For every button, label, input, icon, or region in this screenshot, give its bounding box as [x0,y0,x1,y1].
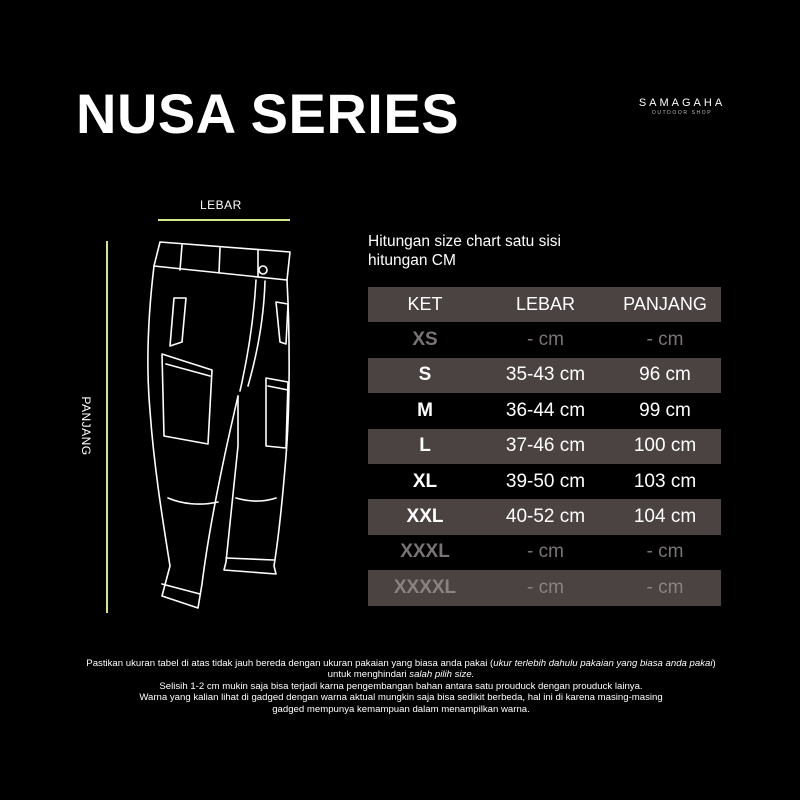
page-title: NUSA SERIES [76,82,460,145]
table-cell-lebar: 40-52 cm [505,506,586,528]
table-cell-panjang: 100 cm [633,435,697,457]
table-cell-lebar: 39-50 cm [505,470,586,492]
table-cell-size: S [418,364,432,386]
table-row-s [368,358,721,393]
table-cell-panjang: 104 cm [633,506,697,528]
table-cell-panjang: 103 cm [633,470,697,492]
footer-paragraph-2: Selisih 1-2 cm mukin saja bisa terjadi karna pengembangan bahan antara satu prouduck dengan prouduck lainya. [159,680,643,692]
table-cell-lebar: - cm [527,576,564,598]
footer-text: Pastikan ukuran tabel di atas tidak jauh bereda dengan ukuran pakaian yang biasa anda pakai ( [86,658,494,669]
table-cell-size: M [417,399,433,421]
table-row-m [368,393,721,428]
table-header-lebar: LEBAR [515,294,576,315]
table-header-row [368,287,721,322]
table-cell-panjang: - cm [646,576,684,598]
footer-paragraph-1 [76,658,726,681]
table-cell-lebar: 36-44 cm [505,399,586,421]
table-cell-size: XS [412,329,438,351]
footer-notes [76,658,726,715]
brand-logo [634,97,730,116]
footer-paragraph-4: gadged mempunya kemampuan dalam menampilkan warna. [272,703,530,715]
table-cell-size: XXXL [400,541,450,563]
table-row-xxxl [368,535,721,570]
table-row-l [368,429,721,464]
size-table [368,287,721,606]
table-header-panjang: PANJANG [623,294,707,315]
lebar-measure-line [158,219,290,221]
size-chart-note-line1: Hitungan size chart satu sisi [368,233,561,250]
table-header-ket: KET [407,294,443,315]
footer-italic-text: salah pilih size. [409,669,475,681]
table-cell-size: XL [412,470,438,492]
table-cell-lebar: - cm [527,329,564,351]
table-row-xxl [368,499,721,534]
footer-text: ) untuk menghindari [327,658,716,681]
logo-subtitle-text: OUTDOOR SHOP [651,110,713,116]
table-cell-size: XXL [406,506,444,528]
table-cell-size: L [419,435,431,457]
logo-brand-text: SAMAGAHA [638,97,726,109]
table-cell-lebar: - cm [527,541,564,563]
table-cell-size: XXXXL [393,576,457,598]
table-cell-lebar: 35-43 cm [505,364,586,386]
table-row-xxxxl [368,570,721,605]
table-row-xs [368,322,721,357]
table-cell-panjang: - cm [646,541,684,563]
table-cell-panjang: 99 cm [639,399,691,421]
size-chart-note [368,232,561,270]
table-cell-panjang: - cm [646,329,684,351]
table-cell-lebar: 37-46 cm [505,435,586,457]
lebar-label: LEBAR [200,198,242,212]
table-row-xl [368,464,721,499]
footer-italic-text: ukur terlebih dahulu pakaian yang biasa anda pakai [493,658,713,669]
pants-illustration [130,236,300,616]
panjang-measure-line [106,241,108,613]
footer-paragraph-3: Warna yang kalian lihat di gadged dengan warna aktual mungkin saja bisa sedikit berbeda, hal ini di karena masing-masing [139,692,663,704]
size-chart-note-line2: hitungan CM [368,252,456,269]
table-cell-panjang: 96 cm [639,364,691,386]
panjang-label: PANJANG [79,396,93,456]
